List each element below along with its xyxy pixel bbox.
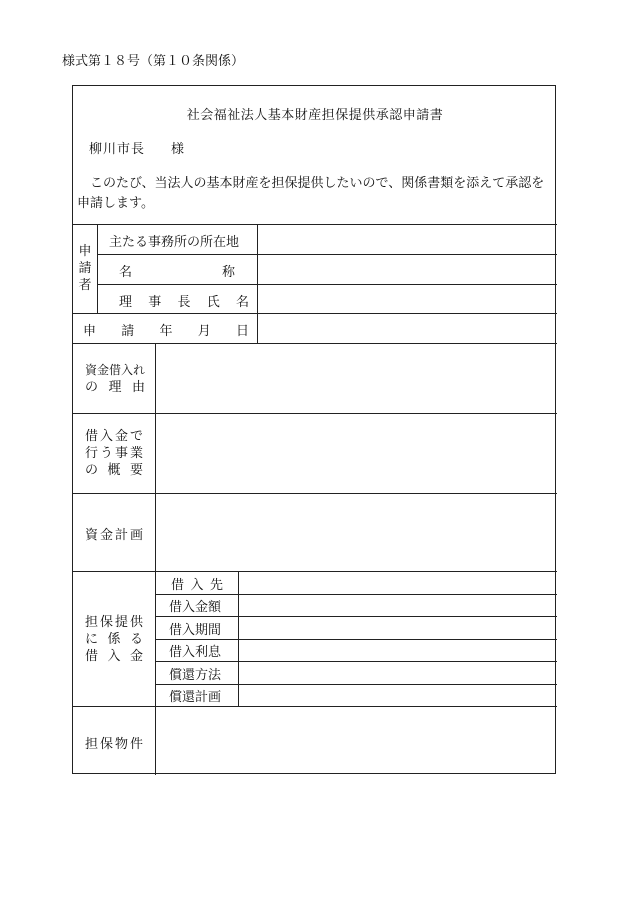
chairman-name-value[interactable] <box>258 285 556 313</box>
corporation-name-value[interactable] <box>258 255 556 284</box>
loan-reason-value[interactable] <box>156 344 556 413</box>
name-label: 名 称 <box>119 265 235 280</box>
application-date-value[interactable] <box>258 314 556 343</box>
repayment-plan-label: 償還計画 <box>169 690 222 705</box>
collateral-line-2: に 係 る <box>85 632 143 647</box>
loan-interest-label: 借入利息 <box>169 645 222 660</box>
applicant-label-char: 申 <box>78 244 92 259</box>
collateral-property-label: 担 保 物 件 <box>85 737 143 752</box>
collateral-line-3: 借 入 金 <box>85 649 143 664</box>
applicant-label-char: 請 <box>78 261 92 276</box>
project-outline-value[interactable] <box>156 414 556 493</box>
loan-interest-value[interactable] <box>239 640 556 661</box>
addressee <box>89 138 184 157</box>
loan-reason-label <box>85 362 145 396</box>
rule <box>97 224 98 313</box>
addressee-honorific: 様 <box>171 142 185 157</box>
collateral-line-1: 担 保 提 供 <box>85 615 143 630</box>
repayment-plan-value[interactable] <box>239 685 556 706</box>
loan-period-label: 借入期間 <box>169 623 222 638</box>
collateral-property-value[interactable] <box>156 707 556 774</box>
loan-period-value[interactable] <box>239 617 556 639</box>
loan-amount-label: 借入金額 <box>169 600 222 615</box>
loan-reason-line-2: の 理 由 <box>85 380 145 395</box>
chairman-name-label: 理 事 長 氏 名 <box>119 295 249 310</box>
office-address-label: 主たる事務所の所在地 <box>109 235 240 250</box>
project-outline-label <box>85 428 143 479</box>
repayment-method-value[interactable] <box>239 662 556 684</box>
loan-amount-value[interactable] <box>239 595 556 616</box>
form-number: 様式第１８号（第１０条関係） <box>62 54 245 69</box>
fund-plan-value[interactable] <box>156 494 556 571</box>
addressee-city: 柳川市長 <box>89 142 146 157</box>
fund-plan-label: 資 金 計 画 <box>85 528 143 543</box>
office-address-value[interactable] <box>258 225 556 254</box>
application-date-label: 申 請 年 月 日 <box>83 324 249 339</box>
applicant-label-char: 者 <box>78 278 92 293</box>
form-title: 社会福祉法人基本財産担保提供承認申請書 <box>186 108 444 123</box>
applicant-label <box>73 243 97 294</box>
project-line-2: 行 う 事 業 <box>85 446 143 461</box>
project-line-3: の 概 要 <box>85 463 143 478</box>
repayment-method-label: 償還方法 <box>169 668 222 683</box>
lender-value[interactable] <box>239 572 556 594</box>
request-text: このたび、当法人の基本財産を担保提供したいので、関係書類を添えて承認を申請します。 <box>77 176 545 211</box>
application-form-frame <box>72 85 556 774</box>
lender-label: 借 入 先 <box>171 578 223 593</box>
project-line-1: 借 入 金 で <box>85 429 143 444</box>
collateral-loan-label <box>85 614 143 665</box>
loan-reason-line-1: 資金借入れ <box>85 363 146 377</box>
